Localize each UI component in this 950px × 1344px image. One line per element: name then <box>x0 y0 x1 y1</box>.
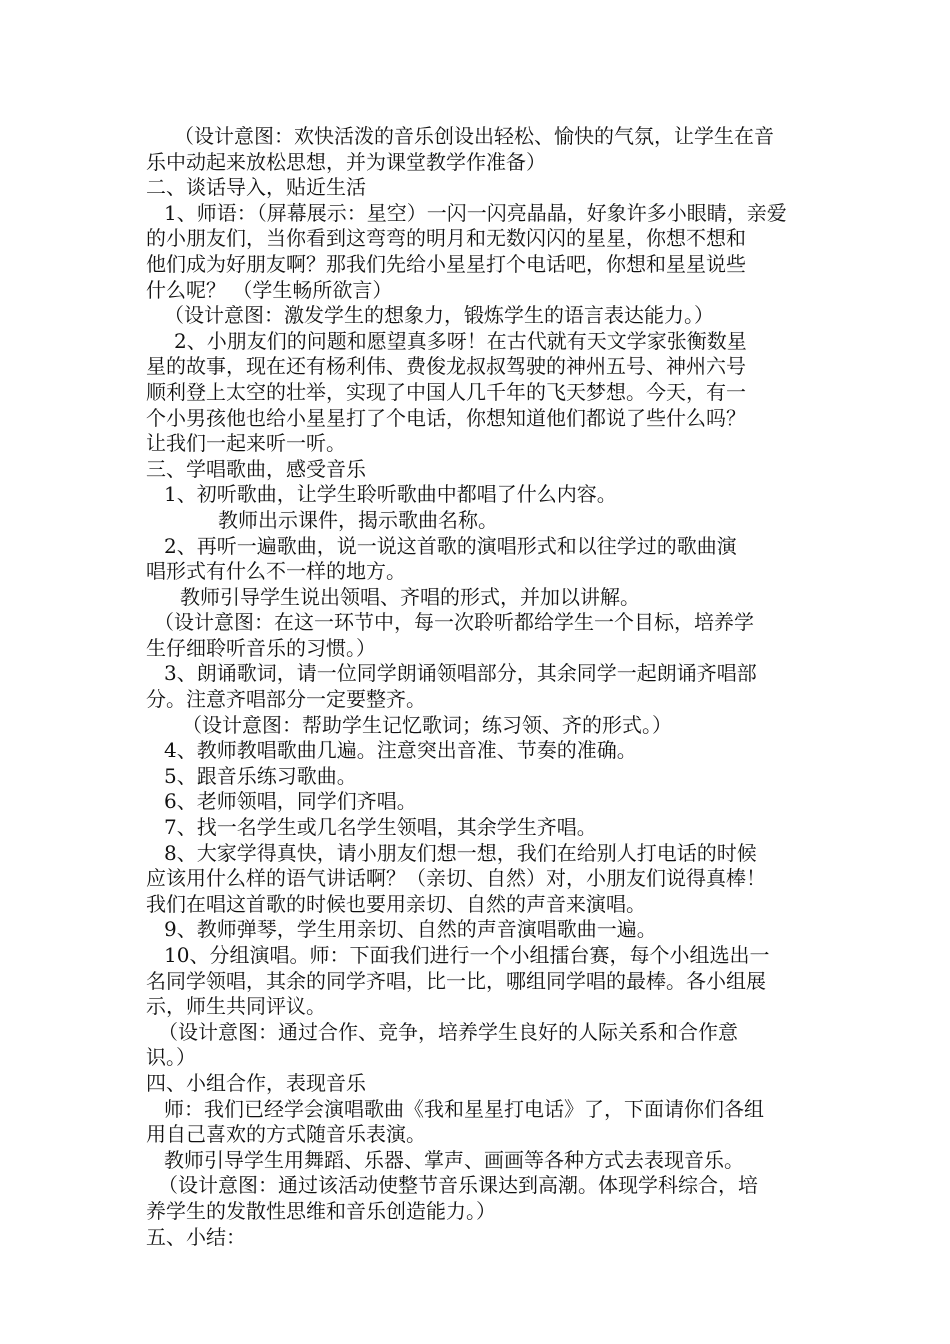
text-line: 1、师语：（屏幕展示：星空）一闪一闪亮晶晶，好象许多小眼睛，亲爱 <box>164 200 787 225</box>
design-intent-note: （设计意图：在这一环节中，每一次聆听都给学生一个目标，培养学 <box>154 610 754 635</box>
text-line: 教师引导学生用舞蹈、乐器、掌声、画画等各种方式去表现音乐。 <box>164 1147 744 1172</box>
text-line: 9、教师弹琴，学生用亲切、自然的声音演唱歌曲一遍。 <box>164 917 657 942</box>
design-intent-note: （设计意图：帮助学生记忆歌词；练习领、齐的形式。） <box>182 712 672 737</box>
text-line: 10、分组演唱。师：下面我们进行一个小组擂台赛，每个小组选出一 <box>164 943 770 967</box>
text-line: 4、教师教唱歌曲几遍。注意突出音准、节奏的准确。 <box>164 738 637 763</box>
text-line: 1、初听歌曲，让学生聆听歌曲中都唱了什么内容。 <box>164 482 617 507</box>
section-heading: 三、学唱歌曲，感受音乐 <box>146 456 366 481</box>
text-line: 个小男孩他也给小星星打了个电话，你想知道他们都说了些什么吗？ <box>146 405 746 430</box>
text-line: 星的故事，现在还有杨利伟、费俊龙叔叔驾驶的神州五号、神州六号 <box>146 354 746 379</box>
text-line: 6、老师领唱，同学们齐唱。 <box>164 789 417 814</box>
text-line: 教师引导学生说出领唱、齐唱的形式，并加以讲解。 <box>180 584 640 609</box>
text-line: 乐中动起来放松思想，并为课堂教学作准备） <box>146 149 546 174</box>
text-line: 名同学领唱，其余的同学齐唱，比一比，哪组同学唱的最棒。各小组展 <box>146 968 766 993</box>
text-line: 用自己喜欢的方式随音乐表演。 <box>146 1122 426 1147</box>
text-line: 让我们一起来听一听。 <box>146 431 346 456</box>
section-heading: 五、小结： <box>146 1224 246 1249</box>
text-line: 应该用什么样的语气讲话啊？（亲切、自然）对，小朋友们说得真棒！ <box>146 866 766 891</box>
section-heading: 二、谈话导入，贴近生活 <box>146 175 366 200</box>
text-line: 什么呢？ （学生畅所欲言） <box>146 277 393 302</box>
text-line: 7、找一名学生或几名学生领唱，其余学生齐唱。 <box>164 815 597 840</box>
text-line: 养学生的发散性思维和音乐创造能力。） <box>146 1198 496 1223</box>
text-line: （设计意图：欢快活泼的音乐创设出轻松、愉快的气氛，让学生在音 <box>174 124 774 148</box>
section-heading: 四、小组合作，表现音乐 <box>146 1070 366 1095</box>
text-line: 8、大家学得真快，请小朋友们想一想，我们在给别人打电话的时候 <box>164 840 757 865</box>
text-line: 示，师生共同评议。 <box>146 994 326 1019</box>
text-line: 唱形式有什么不一样的地方。 <box>146 559 406 584</box>
design-intent-note: （设计意图：通过该活动使整节音乐课达到高潮。体现学科综合，培 <box>158 1173 758 1198</box>
text-line: 3、朗诵歌词，请一位同学朗诵领唱部分，其余同学一起朗诵齐唱部 <box>164 661 757 686</box>
text-line: 2、再听一遍歌曲，说一说这首歌的演唱形式和以往学过的歌曲演 <box>164 533 737 558</box>
text-line: 师：我们已经学会演唱歌曲《我和星星打电话》了，下面请你们各组 <box>164 1096 764 1121</box>
text-line: 2、小朋友们的问题和愿望真多呀！在古代就有天文学家张衡数星 <box>174 328 747 353</box>
text-line: 他们成为好朋友啊？那我们先给小星星打个电话吧，你想和星星说些 <box>146 251 746 276</box>
text-line: 5、跟音乐练习歌曲。 <box>164 763 357 788</box>
text-line: 分。注意齐唱部分一定要整齐。 <box>146 687 426 712</box>
text-line: 的小朋友们，当你看到这弯弯的明月和无数闪闪的星星，你想不想和 <box>146 226 746 251</box>
text-line: 生仔细聆听音乐的习惯。） <box>146 635 376 660</box>
text-line: 教师出示课件，揭示歌曲名称。 <box>218 507 498 532</box>
text-line: 识。） <box>146 1045 196 1070</box>
text-line: 顺利登上太空的壮举，实现了中国人几千年的飞天梦想。今天，有一 <box>146 379 746 404</box>
text-line: 我们在唱这首歌的时候也要用亲切、自然的声音来演唱。 <box>146 891 646 916</box>
lesson-plan-text <box>146 124 810 1250</box>
design-intent-note: （设计意图：通过合作、竞争，培养学生良好的人际关系和合作意 <box>158 1019 738 1044</box>
design-intent-note: （设计意图：激发学生的想象力，锻炼学生的语言表达能力。） <box>164 303 714 328</box>
